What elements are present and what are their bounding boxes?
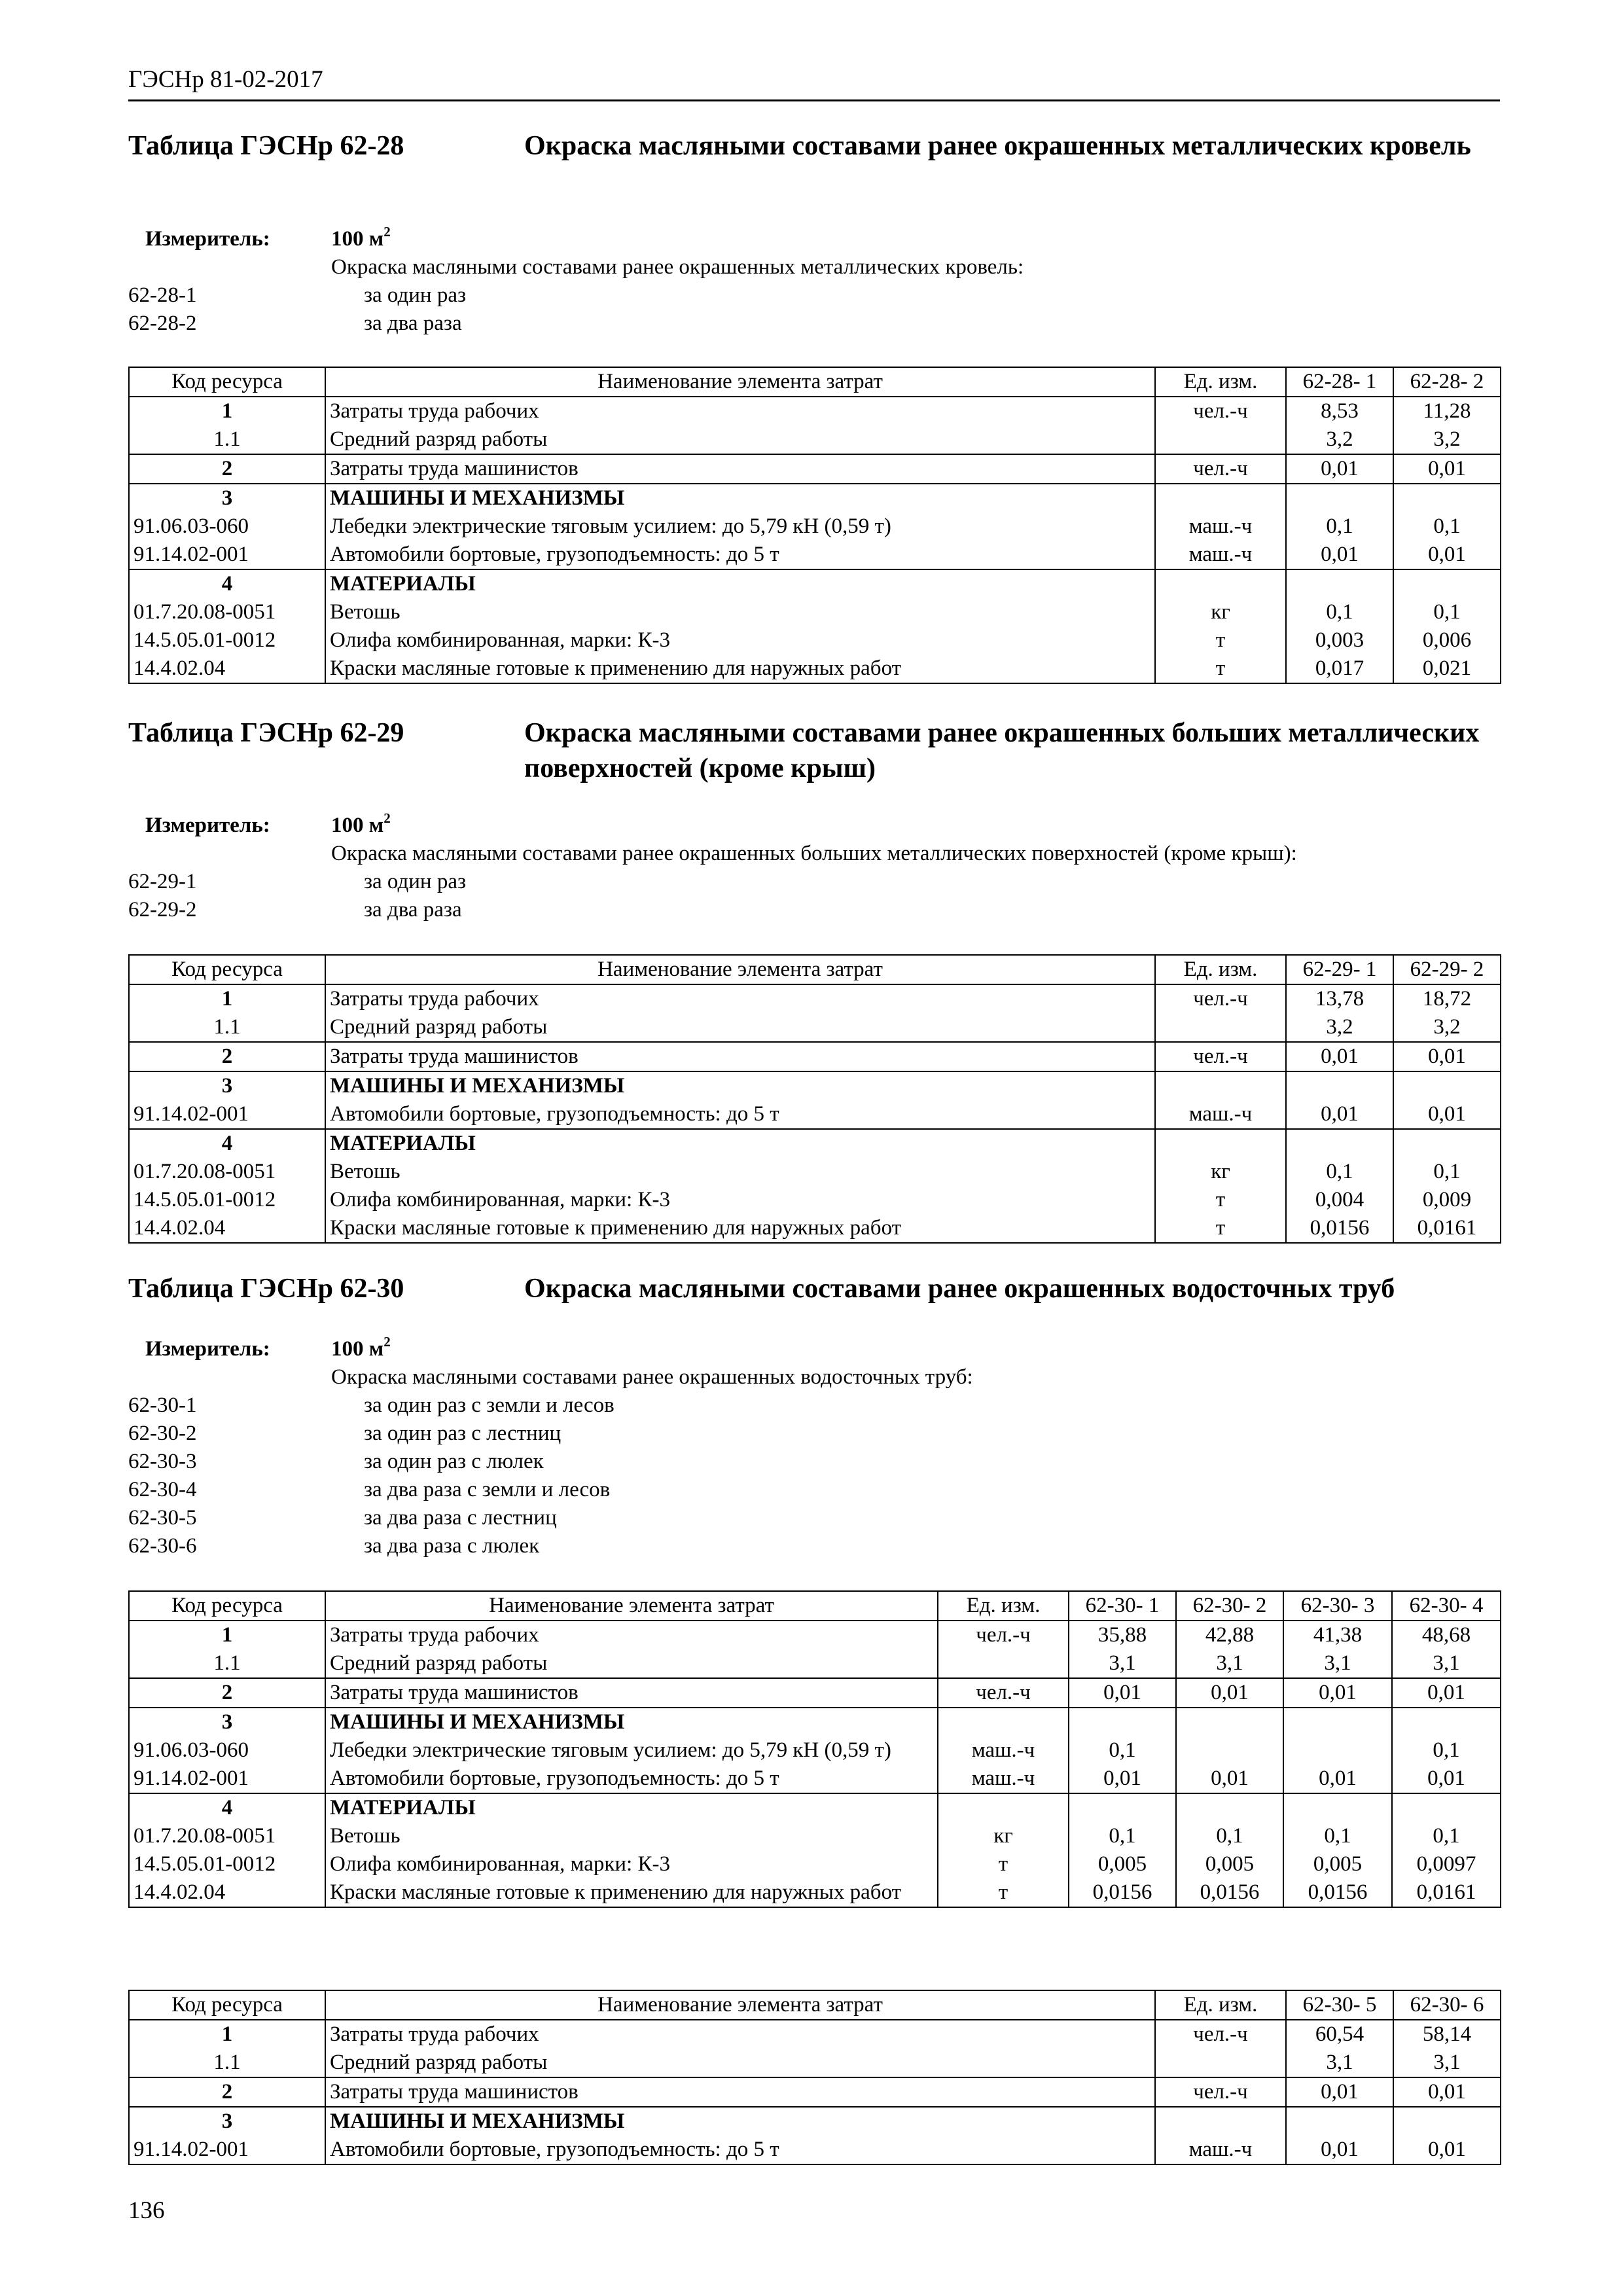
resource-unit: т (1155, 626, 1286, 655)
resource-value: 0,1 (1069, 1822, 1176, 1850)
table-row (129, 655, 1501, 683)
resource-value: 41,38 (1283, 1621, 1392, 1649)
table-row (129, 1100, 1501, 1129)
resource-value: 0,1 (1393, 512, 1501, 541)
variant-text: за два раза (364, 898, 462, 922)
table-title: Окраска масляными составами ранее окрашенных больших металлических поверхностей (кроме крыш) (524, 718, 1480, 783)
resource-name: Краски масляные готовые к применению для наружных работ (325, 655, 1155, 683)
col-header-unit: Ед. изм. (1155, 1990, 1286, 2020)
resource-value: 42,88 (1176, 1621, 1283, 1649)
col-header-variant: 62-30- 3 (1283, 1591, 1392, 1621)
resource-name: Затраты труда машинистов (325, 454, 1155, 484)
resource-code: 1 (129, 984, 325, 1013)
resource-code: 91.06.03-060 (129, 1736, 325, 1765)
col-header-unit: Ед. изм. (938, 1591, 1069, 1621)
col-header-variant: 62-30- 5 (1286, 1990, 1393, 2020)
resource-unit: чел.-ч (1155, 2077, 1286, 2107)
table-number: Таблица ГЭСНр 62-28 (128, 131, 404, 161)
resource-value: 0,01 (1393, 2136, 1501, 2164)
resource-value: 3,1 (1286, 2049, 1393, 2077)
resource-value: 48,68 (1392, 1621, 1501, 1649)
resource-value (1283, 1708, 1392, 1736)
resource-code: 01.7.20.08-0051 (129, 1158, 325, 1186)
resource-value: 0,1 (1286, 512, 1393, 541)
resource-code: 1 (129, 397, 325, 425)
resource-value: 3,1 (1283, 1649, 1392, 1678)
resource-code: 2 (129, 2077, 325, 2107)
resource-value (1393, 569, 1501, 598)
table-row (129, 2107, 1501, 2136)
resource-value: 0,01 (1069, 1678, 1176, 1708)
col-header-name: Наименование элемента затрат (325, 955, 1155, 984)
resource-unit: чел.-ч (1155, 2020, 1286, 2049)
resource-value: 0,0161 (1392, 1878, 1501, 1907)
resource-value (1176, 1708, 1283, 1736)
resource-name: Затраты труда машинистов (325, 2077, 1155, 2107)
table-row (129, 1850, 1501, 1878)
resource-value: 0,009 (1393, 1186, 1501, 1214)
col-header-variant: 62-29- 1 (1286, 955, 1393, 984)
table-header-row (129, 1591, 1501, 1621)
resource-unit: т (938, 1850, 1069, 1878)
resource-unit (1155, 1013, 1286, 1042)
table-header-row (129, 367, 1501, 397)
table-row (129, 541, 1501, 569)
resource-code: 91.14.02-001 (129, 1100, 325, 1129)
resource-code: 4 (129, 569, 325, 598)
resource-name: Ветошь (325, 1158, 1155, 1186)
resource-code: 1.1 (129, 425, 325, 454)
resource-value (1069, 1708, 1176, 1736)
resource-unit (1155, 484, 1286, 512)
resource-code: 14.5.05.01-0012 (129, 626, 325, 655)
resource-value: 0,0156 (1286, 1214, 1393, 1243)
resource-code: 91.14.02-001 (129, 1765, 325, 1793)
resource-value (1393, 1129, 1501, 1158)
resource-value: 0,01 (1069, 1765, 1176, 1793)
resource-value: 0,006 (1393, 626, 1501, 655)
resource-value (1393, 1071, 1501, 1100)
resource-name: Краски масляные готовые к применению для наружных работ (325, 1214, 1155, 1243)
table-row (129, 1186, 1501, 1214)
resource-value: 8,53 (1286, 397, 1393, 425)
resource-table-62-30-part-1 (128, 1590, 1501, 1908)
resource-name: Олифа комбинированная, марки: К-3 (325, 1186, 1155, 1214)
resource-unit: т (1155, 655, 1286, 683)
resource-table-62-29 (128, 954, 1501, 1244)
variant-code: 62-28-2 (128, 312, 197, 335)
resource-value: 3,1 (1176, 1649, 1283, 1678)
table-row (129, 425, 1501, 454)
resource-value: 0,005 (1176, 1850, 1283, 1878)
resource-unit: чел.-ч (1155, 984, 1286, 1013)
resource-name: Средний разряд работы (325, 1649, 938, 1678)
resource-name: Затраты труда рабочих (325, 2020, 1155, 2049)
table-row (129, 2049, 1501, 2077)
variant-text: за два раза (364, 312, 462, 335)
resource-unit: маш.-ч (1155, 512, 1286, 541)
variant-text: за один раз (364, 283, 467, 307)
resource-value: 0,01 (1286, 1042, 1393, 1071)
resource-name: МАШИНЫ И МЕХАНИЗМЫ (325, 1708, 938, 1736)
resource-value (1286, 2107, 1393, 2136)
table-row (129, 1878, 1501, 1907)
resource-code: 14.5.05.01-0012 (129, 1850, 325, 1878)
resource-value: 0,0097 (1392, 1850, 1501, 1878)
variant-code: 62-30-4 (128, 1478, 197, 1501)
resource-value: 0,0161 (1393, 1214, 1501, 1243)
variant-text: за один раз с лестниц (364, 1422, 562, 1445)
resource-value: 0,01 (1283, 1765, 1392, 1793)
variant-text: за один раз с люлек (364, 1450, 544, 1473)
resource-code: 14.4.02.04 (129, 1214, 325, 1243)
resource-unit (1155, 2107, 1286, 2136)
resource-name: МАШИНЫ И МЕХАНИЗМЫ (325, 2107, 1155, 2136)
resource-name: МАШИНЫ И МЕХАНИЗМЫ (325, 1071, 1155, 1100)
table-row (129, 1621, 1501, 1649)
resource-name: Автомобили бортовые, грузоподъемность: до 5 т (325, 1100, 1155, 1129)
table-number: Таблица ГЭСНр 62-30 (128, 1274, 404, 1304)
resource-code: 4 (129, 1129, 325, 1158)
resource-value: 0,005 (1069, 1850, 1176, 1878)
resource-value (1176, 1793, 1283, 1822)
table-row (129, 1042, 1501, 1071)
resource-value: 0,005 (1283, 1850, 1392, 1878)
col-header-variant: 62-30- 4 (1392, 1591, 1501, 1621)
measurer-label: Измеритель: (145, 814, 270, 837)
resource-unit: чел.-ч (1155, 454, 1286, 484)
resource-value: 0,01 (1286, 1100, 1393, 1129)
resource-value: 13,78 (1286, 984, 1393, 1013)
resource-code: 1.1 (129, 1649, 325, 1678)
resource-code: 14.5.05.01-0012 (129, 1186, 325, 1214)
col-header-variant: 62-30- 1 (1069, 1591, 1176, 1621)
resource-unit: маш.-ч (938, 1736, 1069, 1765)
col-header-name: Наименование элемента затрат (325, 1591, 938, 1621)
resource-value: 0,01 (1393, 541, 1501, 569)
resource-name: Затраты труда машинистов (325, 1042, 1155, 1071)
resource-name: Ветошь (325, 598, 1155, 626)
resource-unit: чел.-ч (1155, 397, 1286, 425)
resource-value: 0,0156 (1176, 1878, 1283, 1907)
col-header-unit: Ед. изм. (1155, 955, 1286, 984)
resource-value: 3,2 (1393, 425, 1501, 454)
variant-text: за два раза с люлек (364, 1534, 540, 1558)
col-header-variant: 62-28- 1 (1286, 367, 1393, 397)
resource-unit: чел.-ч (938, 1621, 1069, 1649)
table-title: Окраска масляными составами ранее окрашенных водосточных труб (524, 1274, 1395, 1304)
resource-value (1392, 1793, 1501, 1822)
resource-unit: т (1155, 1186, 1286, 1214)
resource-value: 0,003 (1286, 626, 1393, 655)
resource-value (1392, 1708, 1501, 1736)
resource-value: 0,1 (1392, 1736, 1501, 1765)
resource-unit (1155, 1071, 1286, 1100)
resource-code: 91.14.02-001 (129, 2136, 325, 2164)
table-number: Таблица ГЭСНр 62-29 (128, 718, 404, 748)
resource-name: МАТЕРИАЛЫ (325, 1129, 1155, 1158)
resource-code: 01.7.20.08-0051 (129, 1822, 325, 1850)
resource-name: Автомобили бортовые, грузоподъемность: до 5 т (325, 541, 1155, 569)
measurer-description: Окраска масляными составами ранее окрашенных водосточных труб: (331, 1365, 973, 1389)
table-row (129, 1678, 1501, 1708)
variant-text: за один раз с земли и лесов (364, 1393, 615, 1417)
col-header-unit: Ед. изм. (1155, 367, 1286, 397)
table-row (129, 1214, 1501, 1243)
measurer-block (128, 1335, 1500, 1560)
resource-value: 0,1 (1283, 1822, 1392, 1850)
variant-code: 62-29-2 (128, 898, 197, 922)
resource-code: 3 (129, 484, 325, 512)
table-row (129, 1822, 1501, 1850)
table-row (129, 2136, 1501, 2164)
resource-unit: маш.-ч (1155, 2136, 1286, 2164)
table-row (129, 2020, 1501, 2049)
table-row (129, 1765, 1501, 1793)
resource-name: Лебедки электрические тяговым усилием: до 5,79 кН (0,59 т) (325, 512, 1155, 541)
resource-value: 3,1 (1069, 1649, 1176, 1678)
variant-text: за два раза с земли и лесов (364, 1478, 611, 1501)
resource-value (1286, 1129, 1393, 1158)
resource-code: 2 (129, 1042, 325, 1071)
col-header-variant: 62-30- 6 (1393, 1990, 1501, 2020)
resource-value: 0,01 (1286, 2136, 1393, 2164)
resource-value: 0,01 (1392, 1678, 1501, 1708)
table-row (129, 1793, 1501, 1822)
variant-code: 62-30-2 (128, 1422, 197, 1445)
variant-text: за два раза с лестниц (364, 1506, 557, 1530)
table-row (129, 484, 1501, 512)
resource-unit: т (938, 1878, 1069, 1907)
resource-value (1393, 484, 1501, 512)
resource-value (1286, 484, 1393, 512)
resource-value: 0,01 (1286, 541, 1393, 569)
resource-value: 0,01 (1176, 1678, 1283, 1708)
col-header-code: Код ресурса (129, 1990, 325, 2020)
resource-code: 14.4.02.04 (129, 655, 325, 683)
resource-code: 3 (129, 2107, 325, 2136)
resource-value: 0,1 (1392, 1822, 1501, 1850)
resource-unit (938, 1793, 1069, 1822)
table-header-row (129, 1990, 1501, 2020)
page-number: 136 (128, 2197, 165, 2224)
resource-value: 0,01 (1393, 2077, 1501, 2107)
resource-value: 0,017 (1286, 655, 1393, 683)
resource-name: Средний разряд работы (325, 425, 1155, 454)
resource-name: Ветошь (325, 1822, 938, 1850)
resource-unit: чел.-ч (938, 1678, 1069, 1708)
variant-code: 62-30-5 (128, 1506, 197, 1530)
resource-value: 35,88 (1069, 1621, 1176, 1649)
resource-value (1283, 1736, 1392, 1765)
resource-value: 0,01 (1286, 2077, 1393, 2107)
resource-value: 18,72 (1393, 984, 1501, 1013)
variant-code: 62-29-1 (128, 870, 197, 893)
resource-code: 14.4.02.04 (129, 1878, 325, 1907)
resource-value (1286, 1071, 1393, 1100)
resource-value: 3,1 (1392, 1649, 1501, 1678)
col-header-name: Наименование элемента затрат (325, 367, 1155, 397)
resource-value: 0,021 (1393, 655, 1501, 683)
col-header-code: Код ресурса (129, 367, 325, 397)
table-row (129, 1736, 1501, 1765)
resource-unit (938, 1708, 1069, 1736)
table-row (129, 984, 1501, 1013)
doc-code: ГЭСНр 81-02-2017 (128, 66, 323, 93)
resource-value: 0,01 (1283, 1678, 1392, 1708)
measurer-unit: 100 $м^2$ (331, 224, 391, 251)
resource-value: 3,2 (1286, 1013, 1393, 1042)
resource-unit: маш.-ч (1155, 541, 1286, 569)
variant-code: 62-30-1 (128, 1393, 197, 1417)
resource-name: Затраты труда рабочих (325, 397, 1155, 425)
col-header-variant: 62-28- 2 (1393, 367, 1501, 397)
resource-value (1176, 1736, 1283, 1765)
resource-value: 0,01 (1176, 1765, 1283, 1793)
table-row (129, 626, 1501, 655)
table-row (129, 2077, 1501, 2107)
resource-name: Олифа комбинированная, марки: К-3 (325, 1850, 938, 1878)
measurer-block (128, 812, 1500, 924)
resource-name: Средний разряд работы (325, 2049, 1155, 2077)
resource-name: Затраты труда рабочих (325, 984, 1155, 1013)
resource-value: 11,28 (1393, 397, 1501, 425)
resource-value: 0,1 (1393, 1158, 1501, 1186)
resource-name: Краски масляные готовые к применению для наружных работ (325, 1878, 938, 1907)
resource-unit: кг (1155, 598, 1286, 626)
resource-code: 1.1 (129, 2049, 325, 2077)
measurer-label: Измеритель: (145, 227, 270, 251)
resource-unit (938, 1649, 1069, 1678)
resource-unit: т (1155, 1214, 1286, 1243)
measurer-block (128, 225, 1500, 338)
resource-name: МАТЕРИАЛЫ (325, 569, 1155, 598)
resource-value: 60,54 (1286, 2020, 1393, 2049)
resource-code: 2 (129, 1678, 325, 1708)
col-header-code: Код ресурса (129, 955, 325, 984)
measurer-description: Окраска масляными составами ранее окрашенных металлических кровель: (331, 255, 1024, 279)
resource-value: 0,0156 (1283, 1878, 1392, 1907)
resource-value: 58,14 (1393, 2020, 1501, 2049)
measurer-unit: 100 $м^2$ (331, 810, 391, 837)
resource-name: МАТЕРИАЛЫ (325, 1793, 938, 1822)
resource-value (1283, 1793, 1392, 1822)
col-header-name: Наименование элемента затрат (325, 1990, 1155, 2020)
resource-unit: кг (938, 1822, 1069, 1850)
resource-unit (1155, 425, 1286, 454)
table-row (129, 569, 1501, 598)
table-row (129, 1013, 1501, 1042)
resource-code: 1 (129, 1621, 325, 1649)
table-row (129, 1708, 1501, 1736)
table-row (129, 1158, 1501, 1186)
table-row (129, 397, 1501, 425)
variant-code: 62-30-3 (128, 1450, 197, 1473)
table-row (129, 1649, 1501, 1678)
resource-value: 0,01 (1393, 454, 1501, 484)
resource-value (1286, 569, 1393, 598)
resource-code: 3 (129, 1708, 325, 1736)
table-row (129, 598, 1501, 626)
variant-code: 62-30-6 (128, 1534, 197, 1558)
resource-value: 0,1 (1286, 598, 1393, 626)
col-header-code: Код ресурса (129, 1591, 325, 1621)
page-header (128, 63, 1500, 101)
resource-code: 01.7.20.08-0051 (129, 598, 325, 626)
resource-value: 0,0156 (1069, 1878, 1176, 1907)
resource-name: Затраты труда машинистов (325, 1678, 938, 1708)
variant-text: за один раз (364, 870, 467, 893)
resource-name: Автомобили бортовые, грузоподъемность: до 5 т (325, 2136, 1155, 2164)
table-row (129, 512, 1501, 541)
resource-code: 91.06.03-060 (129, 512, 325, 541)
resource-table-62-30-part-2 (128, 1990, 1501, 2165)
resource-value: 0,01 (1286, 454, 1393, 484)
resource-unit: чел.-ч (1155, 1042, 1286, 1071)
resource-value: 3,2 (1286, 425, 1393, 454)
table-title: Окраска масляными составами ранее окрашенных металлических кровель (524, 131, 1471, 161)
resource-unit: кг (1155, 1158, 1286, 1186)
resource-code: 1 (129, 2020, 325, 2049)
col-header-variant: 62-30- 2 (1176, 1591, 1283, 1621)
col-header-variant: 62-29- 2 (1393, 955, 1501, 984)
resource-name: МАШИНЫ И МЕХАНИЗМЫ (325, 484, 1155, 512)
table-row (129, 454, 1501, 484)
resource-value: 0,01 (1393, 1042, 1501, 1071)
resource-value: 0,004 (1286, 1186, 1393, 1214)
resource-value: 0,1 (1176, 1822, 1283, 1850)
measurer-description: Окраска масляными составами ранее окрашенных больших металлических поверхностей (кроме крыш): (331, 842, 1297, 865)
measurer-label: Измеритель: (145, 1337, 270, 1361)
resource-value: 0,1 (1393, 598, 1501, 626)
resource-name: Средний разряд работы (325, 1013, 1155, 1042)
resource-code: 4 (129, 1793, 325, 1822)
resource-unit: маш.-ч (1155, 1100, 1286, 1129)
resource-value (1393, 2107, 1501, 2136)
resource-value: 0,1 (1069, 1736, 1176, 1765)
resource-code: 2 (129, 454, 325, 484)
measurer-unit: 100 $м^2$ (331, 1334, 391, 1361)
resource-unit (1155, 569, 1286, 598)
resource-code: 1.1 (129, 1013, 325, 1042)
resource-unit (1155, 2049, 1286, 2077)
table-row (129, 1129, 1501, 1158)
resource-value: 0,01 (1392, 1765, 1501, 1793)
resource-name: Затраты труда рабочих (325, 1621, 938, 1649)
resource-name: Автомобили бортовые, грузоподъемность: до 5 т (325, 1765, 938, 1793)
resource-value: 3,2 (1393, 1013, 1501, 1042)
variant-code: 62-28-1 (128, 283, 197, 307)
resource-code: 3 (129, 1071, 325, 1100)
resource-unit (1155, 1129, 1286, 1158)
resource-name: Лебедки электрические тяговым усилием: до 5,79 кН (0,59 т) (325, 1736, 938, 1765)
resource-unit: маш.-ч (938, 1765, 1069, 1793)
table-header-row (129, 955, 1501, 984)
table-row (129, 1071, 1501, 1100)
resource-value (1069, 1793, 1176, 1822)
resource-name: Олифа комбинированная, марки: К-3 (325, 626, 1155, 655)
resource-table-62-28 (128, 367, 1501, 684)
resource-value: 3,1 (1393, 2049, 1501, 2077)
resource-value: 0,01 (1393, 1100, 1501, 1129)
resource-value: 0,1 (1286, 1158, 1393, 1186)
resource-code: 91.14.02-001 (129, 541, 325, 569)
